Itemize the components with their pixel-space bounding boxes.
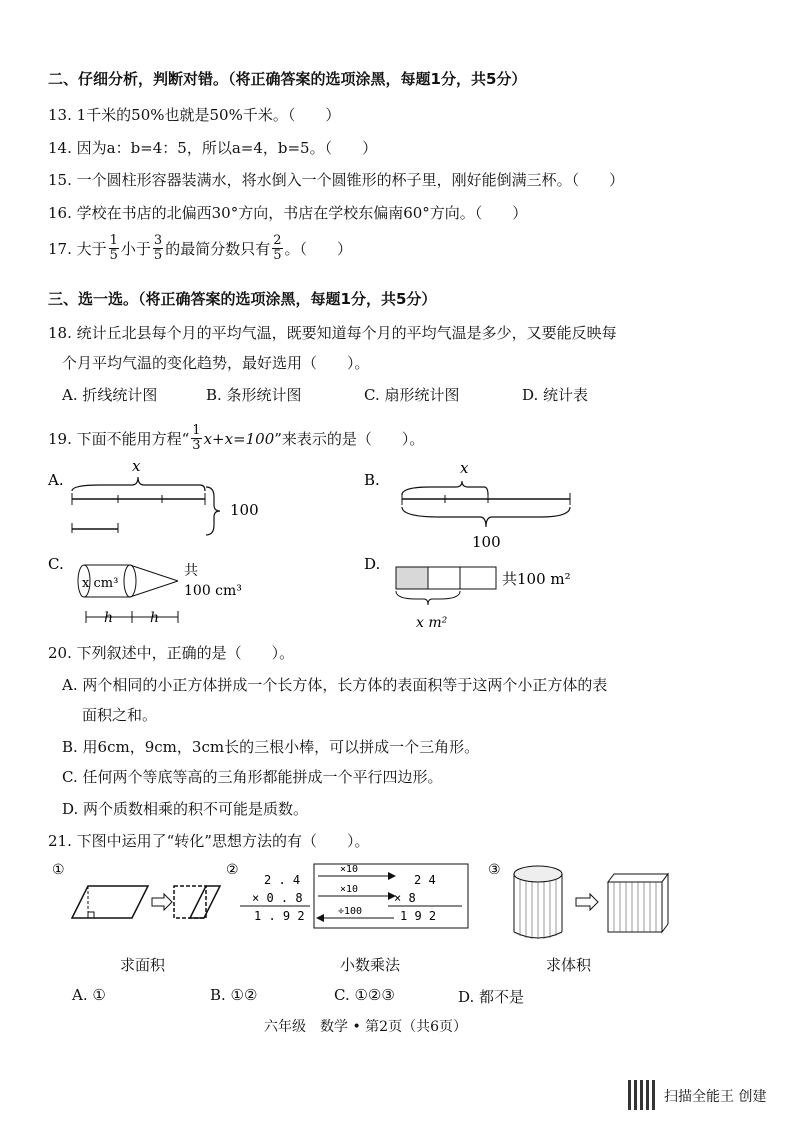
q21-diagrams bbox=[48, 858, 708, 948]
q19a-100: 100 bbox=[230, 501, 259, 519]
calc-r2: × 8 bbox=[394, 891, 416, 905]
question-19 bbox=[48, 424, 424, 453]
q21-num-1: ① bbox=[52, 862, 65, 878]
q19a-top-brace bbox=[72, 477, 205, 491]
question-17 bbox=[48, 234, 352, 263]
q17-mid1: 小于 bbox=[120, 240, 151, 258]
q19d-total: 共100 m² bbox=[502, 570, 571, 588]
q19-post: ”来表示的是（ ）。 bbox=[274, 430, 425, 448]
q19-label-a: A. bbox=[48, 471, 64, 489]
q18-option-a: A. 折线统计图 bbox=[62, 386, 158, 404]
q17-pre: 17. 大于 bbox=[48, 240, 107, 258]
q19b-bottom-brace bbox=[402, 507, 570, 527]
cylinder-top bbox=[514, 866, 562, 882]
qr-code-icon bbox=[628, 1080, 658, 1110]
question-13: 13. 1千米的50%也就是50%千米。（ ） bbox=[48, 106, 341, 124]
q19c-gong: 共 bbox=[184, 563, 198, 579]
q19a-x: x bbox=[132, 457, 141, 475]
q21-option-b: B. ①② bbox=[210, 986, 258, 1004]
question-20: 20. 下列叙述中，正确的是（ ）。 bbox=[48, 644, 295, 662]
q21-caption-2: 小数乘法 bbox=[340, 956, 401, 974]
q17-mid2: 的最简分数只有 bbox=[165, 240, 271, 258]
question-21: 21. 下图中运用了“转化”思想方法的有（ ）。 bbox=[48, 832, 370, 850]
q19-pre: 19. 下面不能用方程“ bbox=[48, 430, 190, 448]
q19c-h2: h bbox=[150, 610, 160, 626]
q19c-100cm: 100 cm³ bbox=[184, 583, 242, 599]
q20-option-a2: 面积之和。 bbox=[82, 706, 158, 724]
q20-option-c: C. 任何两个等底等高的三角形都能拼成一个平行四边形。 bbox=[62, 768, 443, 786]
q19-label-c: C. bbox=[48, 555, 64, 573]
section3-title: 三、选一选。（将正确答案的选项涂黑，每题1分，共5分） bbox=[48, 290, 437, 308]
rectangle-shape bbox=[174, 886, 206, 918]
page-footer: 六年级 数学 • 第2页（共6页） bbox=[264, 1019, 467, 1035]
q18-option-d: D. 统计表 bbox=[522, 386, 589, 404]
calc-l3: 1 . 9 2 bbox=[254, 909, 305, 923]
question-18-line1: 18. 统计丘北县每个月的平均气温，既要知道每个月的平均气温是多少，又要能反映每 bbox=[48, 324, 617, 342]
fraction-one-third: $\frac{1}{3}$ bbox=[192, 423, 201, 453]
q19-label-b: B. bbox=[364, 471, 380, 489]
q19c-xcm: x cm³ bbox=[82, 576, 119, 591]
fraction-two-fifths: $\frac{2}{5}$ bbox=[273, 233, 282, 263]
calc-m3: ÷100 bbox=[338, 906, 363, 917]
q17-post: 。（ ） bbox=[284, 240, 353, 258]
question-15: 15. 一个圆柱形容器装满水，将水倒入一个圆锥形的杯子里，刚好能倒满三杯。（ ） bbox=[48, 171, 625, 189]
q21-caption-1: 求面积 bbox=[120, 956, 166, 974]
q21-option-c: C. ①②③ bbox=[334, 986, 395, 1004]
q21-option-d: D. 都不是 bbox=[458, 988, 525, 1006]
q19a-right-brace bbox=[206, 487, 220, 535]
q20-option-b: B. 用6cm，9cm，3cm长的三根小棒，可以拼成一个三角形。 bbox=[62, 738, 480, 756]
calc-m1: ×10 bbox=[340, 864, 359, 875]
question-16: 16. 学校在书店的北偏西30°方向，书店在学校东偏南60°方向。（ ） bbox=[48, 204, 528, 222]
parallelogram-shape bbox=[72, 886, 148, 918]
q19d-brace bbox=[396, 591, 460, 605]
arrow-icon bbox=[152, 894, 172, 910]
q19b-100: 100 bbox=[472, 533, 501, 551]
q19d-xm2: x m² bbox=[416, 615, 448, 631]
q19c-h1: h bbox=[104, 610, 114, 626]
q20-option-d: D. 两个质数相乘的积不可能是质数。 bbox=[62, 800, 309, 818]
q19b-top-brace bbox=[402, 481, 488, 495]
question-14: 14. 因为a：b=4：5，所以a=4，b=5。（ ） bbox=[48, 139, 378, 157]
q19c-cylinder-right bbox=[124, 565, 136, 597]
q19c-cone bbox=[130, 565, 178, 581]
q21-num-3: ③ bbox=[488, 862, 501, 878]
q19b-x: x bbox=[460, 459, 469, 477]
q21-option-a: A. ① bbox=[72, 986, 106, 1004]
fraction-one-fifth: $\frac{1}{5}$ bbox=[109, 233, 118, 263]
scanner-watermark: 扫描全能王 创建 bbox=[664, 1089, 767, 1105]
q18-option-c: C. 扇形统计图 bbox=[364, 386, 460, 404]
q19-diagrams bbox=[40, 455, 600, 635]
q21-num-2: ② bbox=[226, 862, 239, 878]
calc-r1: 2 4 bbox=[414, 873, 436, 887]
question-18-line2: 个月平均气温的变化趋势，最好选用（ ）。 bbox=[62, 354, 370, 372]
calc-m2: ×10 bbox=[340, 884, 359, 895]
section2-title: 二、仔细分析，判断对错。（将正确答案的选项涂黑，每题1分，共5分） bbox=[48, 70, 527, 88]
calc-r3: 1 9 2 bbox=[400, 909, 437, 923]
calc-l1: 2 . 4 bbox=[264, 873, 301, 887]
q18-option-b: B. 条形统计图 bbox=[206, 386, 302, 404]
calc-l2: × 0 . 8 bbox=[252, 891, 303, 905]
q19-label-d: D. bbox=[364, 555, 381, 573]
arrow-icon bbox=[576, 894, 598, 910]
q20-option-a1: A. 两个相同的小正方体拼成一个长方体，长方体的表面积等于这两个小正方体的表 bbox=[62, 676, 608, 694]
q21-caption-3: 求体积 bbox=[546, 956, 592, 974]
q19-equation: x+x=100 bbox=[203, 429, 275, 448]
fraction-three-fifths: $\frac{3}{5}$ bbox=[153, 233, 163, 263]
q19d-shaded bbox=[396, 567, 428, 589]
